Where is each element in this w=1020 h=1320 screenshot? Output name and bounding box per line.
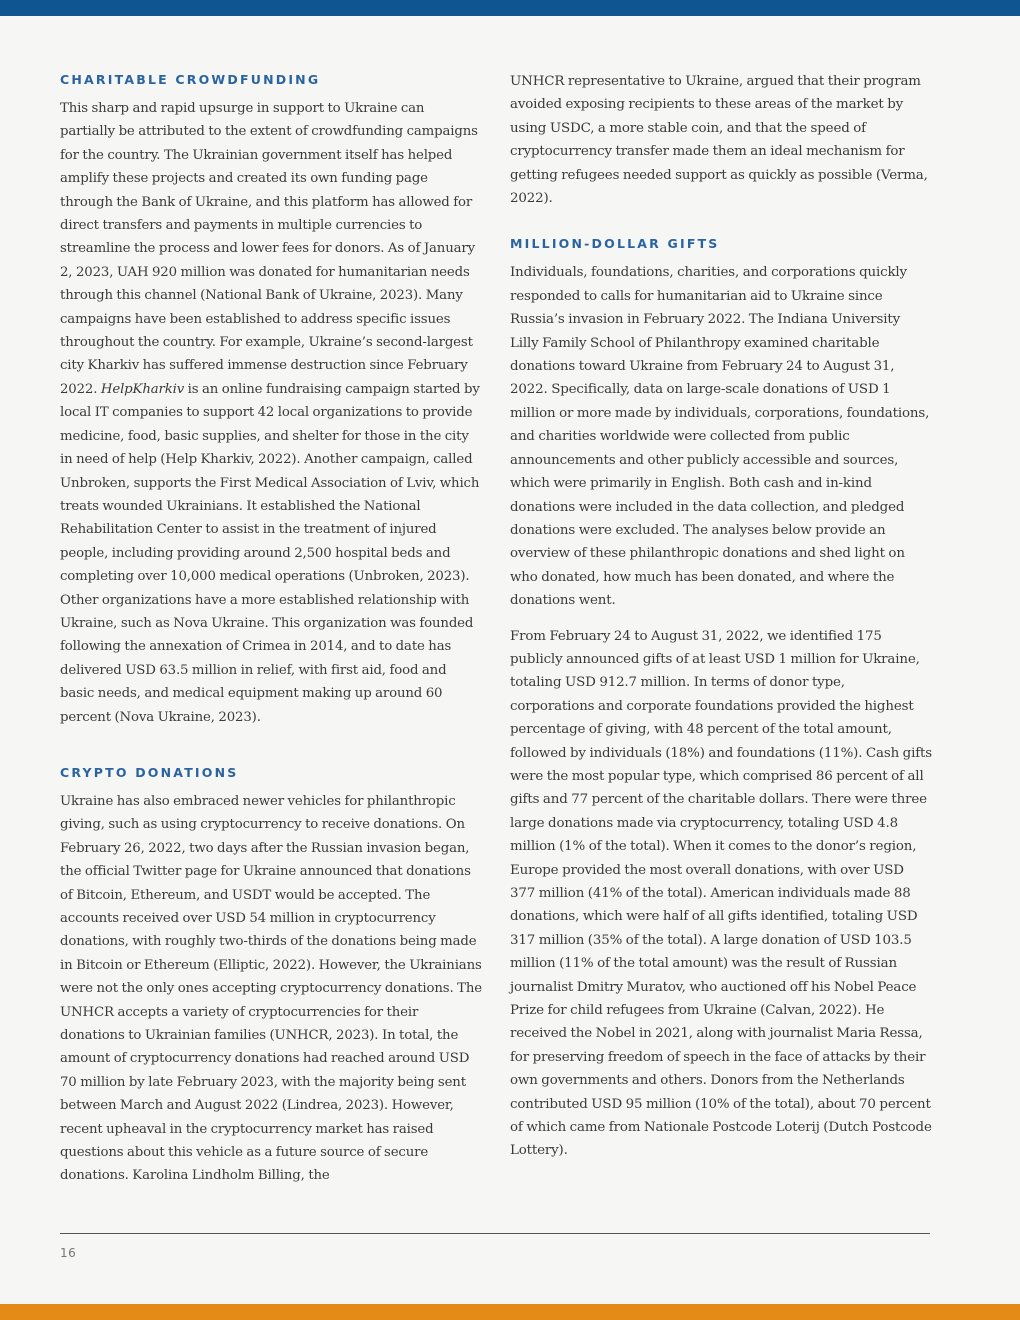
top-color-bar (0, 0, 1020, 16)
section-heading-million-dollar-gifts: MILLION-DOLLAR GIFTS (510, 236, 720, 252)
helpkharkiv-italic: HelpKharkiv (100, 381, 185, 397)
paragraph-crypto-donations-continued: UNHCR representative to Ukraine, argued that their program avoided exposing recipients to these areas of the market by using USDC, a more stable coin, and that the speed of cryptocurrency transfer made them an ideal mechanism for getting refugees needed support as quickly as possible (Verma, 2022). (510, 74, 928, 207)
section-heading-charitable-crowdfunding: CHARITABLE CROWDFUNDING (60, 72, 321, 87)
paragraph-crypto-donations: Ukraine has also embraced newer vehicles for philanthropic giving, such as using cryptocurrency to receive donations. On February 26, 2022, two days after the Russian invasion began, the official Twitter page for Ukraine announced that donations of Bitcoin, Ethereum, and USDT would be accepted. The accounts received over USD 54 million in cryptocurrency donations, with roughly two-thirds of the donations being made in Bitcoin or Ethereum (Elliptic, 2022). However, the Ukrainians were not the only ones accepting cryptocurrency donations. The UNHCR accepts a variety of cryptocurrencies for their donations to Ukrainian families (UNHCR, 2023). In total, the amount of cryptocurrency donations had reached around USD 70 million by late February 2023, with the majority being sent between March and August 2022 (Lindrea, 2023). However, recent upheaval in the cryptocurrency market has raised questions about this vehicle as a future source of secure donations. Karolina Lindholm Billing, the (60, 793, 482, 1184)
bottom-color-bar (0, 1304, 1020, 1320)
section-heading-crypto-donations: CRYPTO DONATIONS (60, 764, 239, 780)
page-number: 16 (60, 1246, 77, 1260)
paragraph-text: is an online fundraising campaign started by local IT companies to support 42 local organizations to provide medicine, food, basic supplies, and shelter for those in the city in need of help (Help Kharkiv, 2022). Another campaign, called Unbroken, supports the First Medical Association of Lviv, which treats wounded Ukrainians. It established the National Rehabilitation Center to assist in the treatment of injured people, including providing around 2,500 hospital beds and completing over 10,000 medical operations (Unbroken, 2023). Other organizations have a more established relationship with Ukraine, such as Nova Ukraine. This organization was founded following the annexation of Crimea in 2014, and to date has delivered USD 63.5 million in relief, with first aid, food and basic needs, and medical equipment making up around 60 percent (Nova Ukraine, 2023). (60, 381, 480, 725)
paragraph-million-dollar-gifts-intro: Individuals, foundations, charities, and corporations quickly responded to calls for humanitarian aid to Ukraine since Russia’s invasion in February 2022. The Indiana University Lilly Family School of Philanthropy examined charitable donations toward Ukraine from February 24 to August 31, 2022. Specifically, data on large-scale donations of USD 1 million or more made by individuals, corporations, foundations, and charities worldwide were collected from public announcements and other publicly accessible and sources, which were primarily in English. Both cash and in-kind donations were included in the data collection, and pledged donations were excluded. The analyses below provide an overview of these philanthropic donations and shed light on who donated, how much has been donated, and where the donations went. (510, 265, 930, 609)
footer-divider (60, 1233, 930, 1234)
left-column (60, 70, 482, 1200)
right-column (510, 70, 932, 1175)
paragraph-million-dollar-gifts-analysis: From February 24 to August 31, 2022, we identified 175 publicly announced gifts of at least USD 1 million for Ukraine, totaling USD 912.7 million. In terms of donor type, corporations and corporate foundations provided the highest percentage of giving, with 48 percent of the total amount, followed by individuals (18%) and foundations (11%). Cash gifts were the most popular type, which comprised 86 percent of all gifts and 77 percent of the charitable dollars. There were three large donations made via cryptocurrency, totaling USD 4.8 million (1% of the total). When it comes to the donor’s region, Europe provided the most overall donations, with over USD 377 million (41% of the total). American individuals made 88 donations, which were half of all gifts identified, totaling USD 317 million (35% of the total). A large donation of USD 103.5 million (11% of the total amount) was the result of Russian journalist Dmitry Muratov, who auctioned off his Nobel Peace Prize for child refugees from Ukraine (Calvan, 2022). He received the Nobel in 2021, along with journalist Maria Ressa, for preserving freedom of speech in the face of attacks by their own governments and others. Donors from the Netherlands contributed USD 95 million (10% of the total), about 70 percent of which came from Nationale Postcode Loterij (Dutch Postcode Lottery). (510, 628, 932, 1159)
paragraph-charitable-crowdfunding (60, 97, 482, 729)
paragraph-text: This sharp and rapid upsurge in support to Ukraine can partially be attributed to the extent of crowdfunding campaigns for the country. The Ukrainian government itself has helped amplify these projects and created its own funding page through the Bank of Ukraine, and this platform has allowed for direct transfers and payments in multiple currencies to streamline the process and lower fees for donors. As of January 2, 2023, UAH 920 million was donated for humanitarian needs through this channel (National Bank of Ukraine, 2023). Many campaigns have been established to address specific issues throughout the country. For example, Ukraine’s second-largest city Kharkiv has suffered immense destruction since February 2022. (60, 101, 478, 397)
